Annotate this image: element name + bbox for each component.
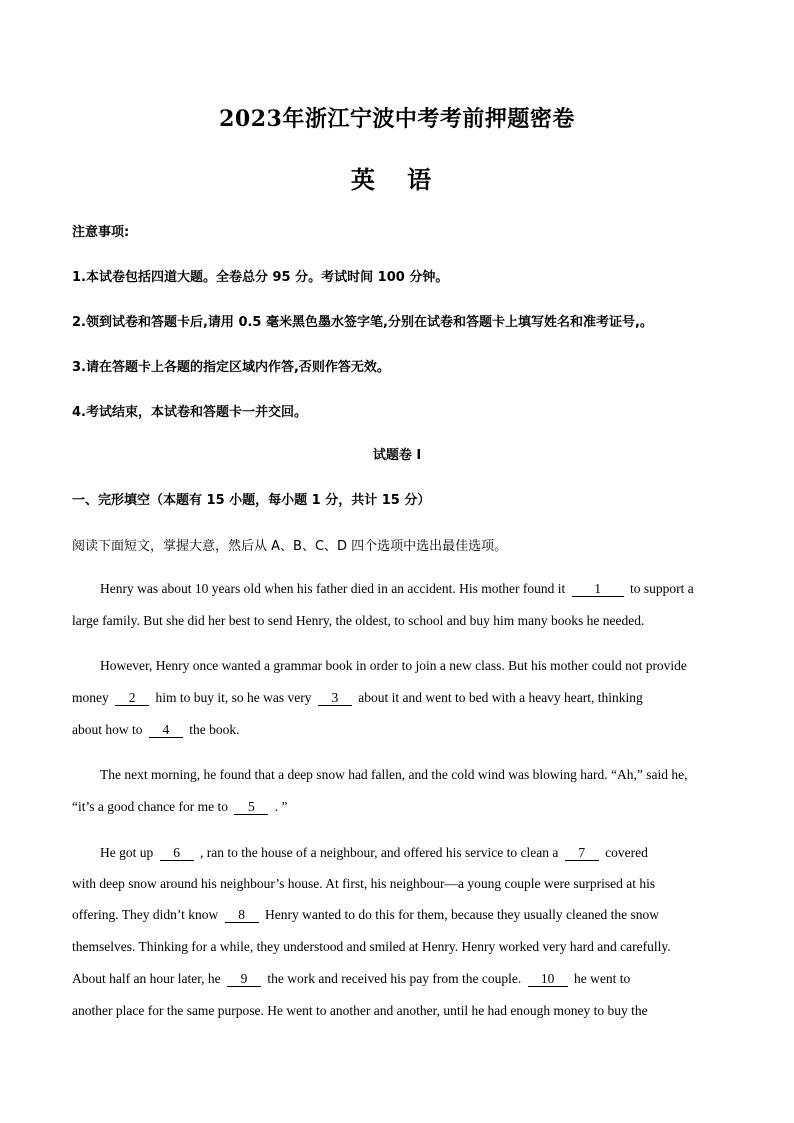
passage-line: about how to 4 the book. <box>72 722 240 737</box>
passage-line: Henry was about 10 years old when his father died in an accident. His mother found it 1 to support a <box>100 581 694 596</box>
part-instruction: 阅读下面短文，掌握大意，然后从 A、B、C、D 四个选项中选出最佳选项。 <box>72 539 508 554</box>
passage-line: offering. They didn’t know 8 Henry wanted to do this for them, because they usually cleaned the snow <box>72 907 659 922</box>
passage-line: with deep snow around his neighbour’s house. At first, his neighbour—a young couple were surprised at his <box>72 876 656 891</box>
passage-line: another place for the same purpose. He went to another and another, until he had enough money to buy the <box>72 1003 648 1018</box>
part-title: 一、完形填空（本题有 15 小题，每小题 1 分，共计 15 分） <box>72 493 431 508</box>
passage-line: money 2 him to buy it, so he was very 3 about it and went to bed with a heavy heart, thinking <box>72 690 643 705</box>
passage-line: However, Henry once wanted a grammar book in order to join a new class. But his mother could not provide <box>100 658 687 673</box>
blank-7: 7 <box>565 846 599 861</box>
blank-2: 2 <box>115 691 149 706</box>
blank-8: 8 <box>225 908 259 923</box>
blank-6: 6 <box>160 846 194 861</box>
exam-title: 2023年浙江宁波中考考前押题密卷 <box>219 106 575 132</box>
blank-3: 3 <box>318 691 352 706</box>
notice-item-3: 3.请在答题卡上各题的指定区域内作答,否则作答无效。 <box>72 360 390 375</box>
notice-item-1: 1.本试卷包括四道大题。全卷总分 95 分。考试时间 100 分钟。 <box>72 270 449 285</box>
subject-title: 英 语 <box>350 165 444 194</box>
blank-9: 9 <box>227 972 261 987</box>
passage-line: The next morning, he found that a deep snow had fallen, and the cold wind was blowing hard. “Ah,” said he, <box>100 767 688 782</box>
passage-line: “it’s a good chance for me to 5 . ” <box>72 799 288 814</box>
passage-line: He got up 6 , ran to the house of a neighbour, and offered his service to clean a 7 covered <box>100 845 648 860</box>
blank-5: 5 <box>234 800 268 815</box>
passage-line: large family. But she did her best to send Henry, the oldest, to school and buy him many books he needed. <box>72 613 645 628</box>
blank-1: 1 <box>572 582 624 597</box>
section-title: 试题卷 I <box>372 448 422 463</box>
blank-10: 10 <box>528 972 568 987</box>
notice-item-4: 4.考试结束，本试卷和答题卡一并交回。 <box>72 405 307 420</box>
passage-line: themselves. Thinking for a while, they understood and smiled at Henry. Henry worked very hard and carefully. <box>72 939 671 954</box>
passage-line: About half an hour later, he 9 the work and received his pay from the couple. 10 he went to <box>72 971 631 986</box>
notice-item-2: 2.领到试卷和答题卡后,请用 0.5 毫米黑色墨水签字笔,分别在试卷和答题卡上填写姓名和准考证号,。 <box>72 315 653 330</box>
notice-heading: 注意事项: <box>72 225 130 240</box>
blank-4: 4 <box>149 723 183 738</box>
